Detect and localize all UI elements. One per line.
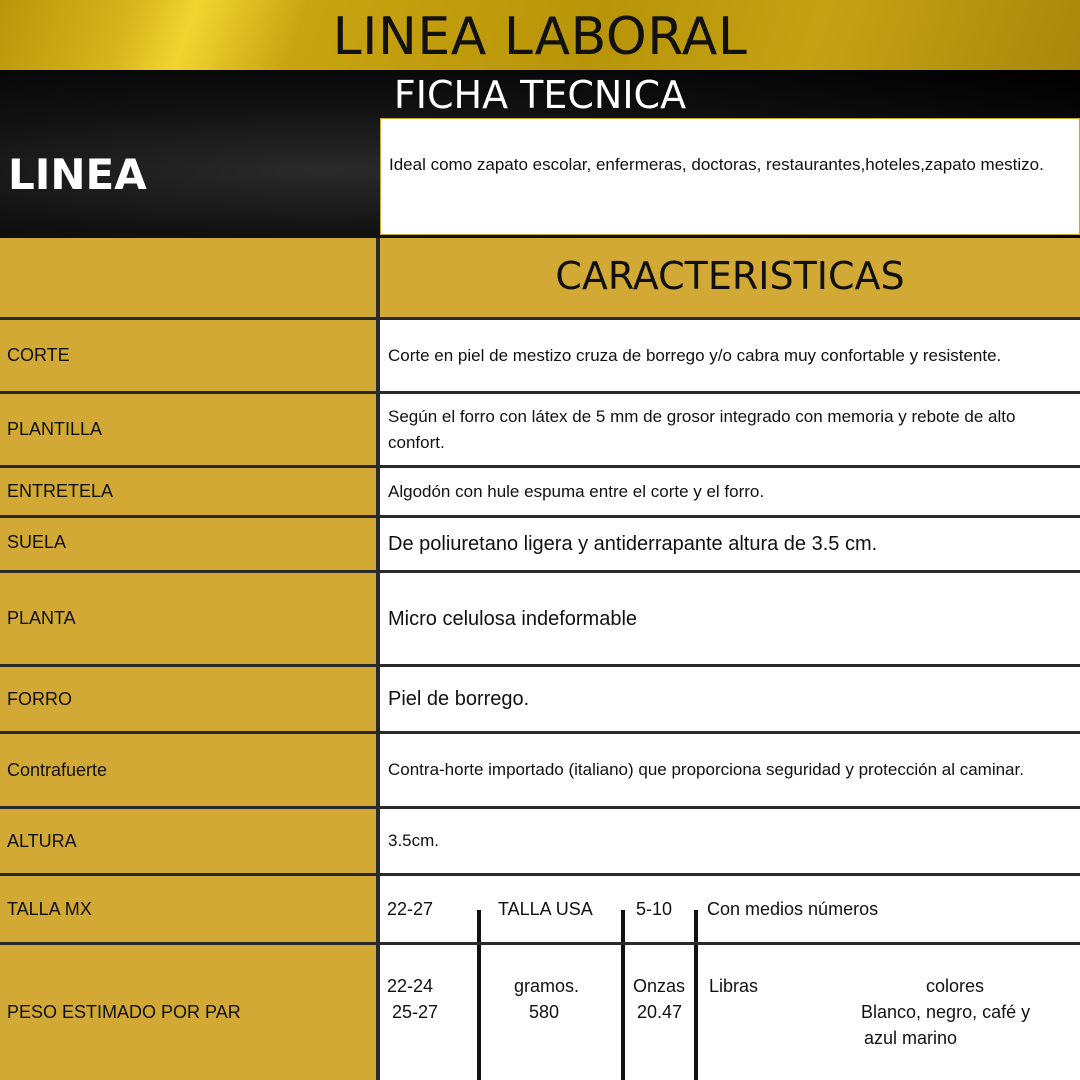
page-title: LINEA LABORAL (0, 0, 1080, 70)
row-value-altura: 3.5cm. (380, 809, 1080, 873)
page-subtitle: FICHA TECNICA (393, 73, 687, 117)
row-label-entretela: ENTRETELA (0, 468, 376, 515)
peso-colors-label: colores (926, 976, 985, 996)
column-divider (694, 910, 698, 1080)
peso-grams-value: 580 (529, 1002, 560, 1022)
linea-label: LINEA (8, 150, 147, 199)
peso-oz-label: Onzas (633, 976, 686, 996)
peso-grams-label: gramos. (514, 976, 580, 996)
row-label-contrafuerte: Contrafuerte (0, 734, 376, 806)
row-divider (0, 731, 1080, 734)
row-value-plantilla: Según el forro con látex de 5 mm de grosor integrado con memoria y rebote de alto confort. (380, 394, 1080, 465)
talla-row (380, 876, 1080, 942)
peso-oz-value: 20.47 (637, 1002, 683, 1022)
row-divider (0, 391, 1080, 394)
section-header-left (0, 238, 376, 317)
row-label-plantilla: PLANTILLA (0, 394, 376, 465)
row-divider (0, 317, 1080, 320)
row-label-altura: ALTURA (0, 809, 376, 873)
row-divider (0, 942, 1080, 945)
row-value-entretela: Algodón con hule espuma entre el corte y el forro. (380, 468, 1080, 515)
row-value-contrafuerte: Contra-horte importado (italiano) que proporciona seguridad y protección al caminar. (380, 734, 1080, 806)
peso-colors-line2: azul marino (864, 1028, 958, 1048)
peso-row (380, 945, 1080, 1080)
row-divider (0, 570, 1080, 573)
row-divider (0, 465, 1080, 468)
section-title: CARACTERISTICAS (380, 238, 1080, 317)
row-divider (0, 664, 1080, 667)
row-label-suela: SUELA (0, 518, 376, 570)
talla-mx-range: 22-27 (387, 899, 434, 919)
row-label-forro: FORRO (0, 667, 376, 731)
row-divider (0, 515, 1080, 518)
row-label-corte: CORTE (0, 320, 376, 391)
row-label-planta: PLANTA (0, 573, 376, 664)
row-value-planta: Micro celulosa indeformable (380, 573, 1080, 664)
column-divider (477, 910, 481, 1080)
row-value-suela: De poliuretano ligera y antiderrapante altura de 3.5 cm. (380, 518, 1080, 570)
linea-description: Ideal como zapato escolar, enfermeras, doctoras, restaurantes,hoteles,zapato mestizo. (380, 118, 1080, 235)
talla-note: Con medios números (707, 899, 879, 919)
row-divider (0, 806, 1080, 809)
peso-lb-label: Libras (709, 976, 759, 996)
peso-size-b: 25-27 (392, 1002, 439, 1022)
row-label-talla: TALLA MX (0, 876, 376, 942)
column-divider-main (376, 238, 380, 1080)
talla-usa-label: TALLA USA (498, 899, 593, 919)
row-label-peso: PESO ESTIMADO POR PAR (0, 945, 376, 1080)
talla-usa-range: 5-10 (636, 899, 673, 919)
peso-size-a: 22-24 (387, 976, 434, 996)
column-divider (621, 910, 625, 1080)
row-value-forro: Piel de borrego. (380, 667, 1080, 731)
peso-colors-line1: Blanco, negro, café y (861, 1002, 1031, 1022)
row-divider (0, 873, 1080, 876)
row-value-corte: Corte en piel de mestizo cruza de borrego y/o cabra muy confortable y resistente. (380, 320, 1080, 391)
